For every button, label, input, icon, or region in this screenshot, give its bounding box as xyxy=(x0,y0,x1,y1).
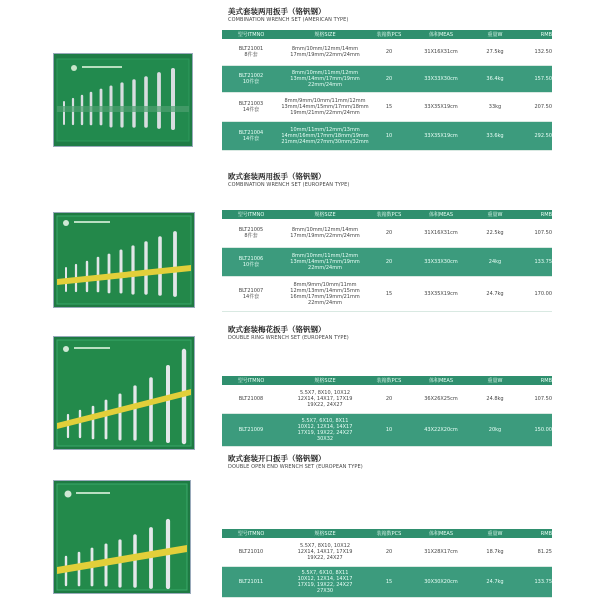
section-title-cn: 欧式套装开口扳手（铬钒钢） xyxy=(228,454,326,463)
header-model: 型号ITMNO xyxy=(237,211,265,218)
set-count: 14件套 xyxy=(242,107,260,113)
set-count: 8件套 xyxy=(244,52,258,58)
set-count: 14件套 xyxy=(242,136,260,142)
header-size: 规格SIZE xyxy=(314,530,336,537)
model-code: BLT21011 xyxy=(238,579,264,585)
wrench-set-photo-european-combination xyxy=(53,212,195,308)
weight-value: 27.5kg xyxy=(486,49,504,55)
model-code: BLT21001 xyxy=(238,46,264,52)
section-title-cn: 美式套装两用扳手（铬钒钢） xyxy=(228,7,326,16)
rmb-value: 170.00 xyxy=(534,291,552,297)
header-rmb: RMB xyxy=(540,530,552,537)
pcs-value: 20 xyxy=(385,49,393,55)
set-count: 8件套 xyxy=(244,233,258,239)
size-list: 5.5X7, 8X10, 10X12 12X14, 14X17, 17X19 19X22, 24X27 xyxy=(297,390,353,408)
size-list: 5.5X7, 8X10, 10X12 12X14, 14X17, 17X19 19X22, 24X27 xyxy=(297,543,353,561)
rmb-value: 133.75 xyxy=(534,259,552,265)
table-row xyxy=(222,277,552,312)
pcs-value: 20 xyxy=(385,396,393,402)
size-list: 5.5X7, 6X10, 8X11 10X12, 12X14, 14X17 17X19, 19X22, 24X27 27X30 xyxy=(297,570,353,594)
model-code: BLT21008 xyxy=(238,396,264,402)
rmb-value: 150.00 xyxy=(534,427,552,433)
section-title-en: DOUBLE OPEN END WRENCH SET (EUROPEAN TYPE) xyxy=(228,464,363,470)
pcs-value: 20 xyxy=(385,76,393,82)
weight-value: 24.8kg xyxy=(486,396,504,402)
pcs-value: 10 xyxy=(385,133,393,139)
section-title-cn: 欧式套装两用扳手（铬钒钢） xyxy=(228,172,326,181)
meas-value: 43X22X20cm xyxy=(424,427,458,433)
meas-value: 33X33X30cm xyxy=(424,76,458,82)
model-code: BLT21002 xyxy=(238,73,264,79)
size-list: 8mm/10mm/11mm/12mm 13mm/14mm/17mm/19mm 22mm/24mm xyxy=(290,70,360,88)
rmb-value: 107.50 xyxy=(534,230,552,236)
weight-value: 24.7kg xyxy=(486,291,504,297)
model-code: BLT21003 xyxy=(238,101,264,107)
size-list: 8mm/9mm/10mm/11mm 12mm/13mm/14mm/15mm 16mm/17mm/19mm/21mm 22mm/24mm xyxy=(290,282,360,306)
table-header xyxy=(222,529,552,538)
header-pcs: 装箱数PCS xyxy=(376,531,402,537)
size-list: 10mm/11mm/12mm/13mm 14mm/16mm/17mm/18mm/19mm 21mm/24mm/27mm/30mm/32mm xyxy=(281,127,369,145)
table-row xyxy=(222,385,552,414)
meas-value: 31X16X31cm xyxy=(424,49,458,55)
size-list: 8mm/10mm/12mm/14mm 17mm/19mm/22mm/24mm xyxy=(290,46,360,58)
header-meas: 体积MEAS xyxy=(428,378,454,384)
model-code: BLT21004 xyxy=(238,130,264,136)
weight-value: 20kg xyxy=(488,427,502,433)
wrench-set-photo-double-ring xyxy=(53,336,195,450)
size-list: 8mm/10mm/12mm/14mm 17mm/19mm/22mm/24mm xyxy=(290,227,360,239)
section-title-en: COMBINATION WRENCH SET (AMERICAN TYPE) xyxy=(228,17,349,23)
spec-table xyxy=(222,210,552,312)
table-row xyxy=(222,39,552,66)
rmb-value: 157.50 xyxy=(534,76,552,82)
size-list: 5.5X7, 6X10, 8X11 10X12, 12X14, 14X17 17X19, 19X22, 24X27 30X32 xyxy=(297,418,353,442)
meas-value: 33X35X19cm xyxy=(424,133,458,139)
section-title-en: DOUBLE RING WRENCH SET (EUROPEAN TYPE) xyxy=(228,335,349,341)
set-count: 10件套 xyxy=(242,79,260,85)
size-list: 8mm/10mm/11mm/12mm 13mm/14mm/17mm/19mm 22mm/24mm xyxy=(290,253,360,271)
rmb-value: 292.50 xyxy=(534,133,552,139)
header-rmb: RMB xyxy=(540,377,552,384)
table-row xyxy=(222,219,552,248)
header-rmb: RMB xyxy=(540,31,552,38)
header-meas: 体积MEAS xyxy=(428,531,454,537)
section-title-en: COMBINATION WRENCH SET (EUROPEAN TYPE) xyxy=(228,182,350,188)
rmb-value: 133.75 xyxy=(534,579,552,585)
model-code: BLT21005 xyxy=(238,227,264,233)
spec-table xyxy=(222,30,552,151)
table-header xyxy=(222,210,552,219)
weight-value: 24.7kg xyxy=(486,579,504,585)
header-model: 型号ITMNO xyxy=(237,31,265,38)
set-count: 10件套 xyxy=(242,262,260,268)
header-size: 规格SIZE xyxy=(314,211,336,218)
weight-value: 18.7kg xyxy=(486,549,504,555)
header-weight: 重量W xyxy=(487,531,503,537)
rmb-value: 81.25 xyxy=(537,549,552,555)
table-header xyxy=(222,376,552,385)
header-weight: 重量W xyxy=(487,32,503,38)
weight-value: 36.4kg xyxy=(486,76,504,82)
weight-value: 24kg xyxy=(488,259,502,265)
model-code: BLT21007 xyxy=(238,288,264,294)
model-code: BLT21009 xyxy=(238,427,264,433)
model-code: BLT21010 xyxy=(238,549,264,555)
header-model: 型号ITMNO xyxy=(237,530,265,537)
meas-value: 30X30X20cm xyxy=(424,579,458,585)
pcs-value: 15 xyxy=(385,291,393,297)
model-code: BLT21006 xyxy=(238,256,264,262)
rmb-value: 107.50 xyxy=(534,396,552,402)
header-pcs: 装箱数PCS xyxy=(376,32,402,38)
header-rmb: RMB xyxy=(540,211,552,218)
weight-value: 33.6kg xyxy=(486,133,504,139)
pcs-value: 15 xyxy=(385,104,393,110)
meas-value: 31X16X31cm xyxy=(424,230,458,236)
rmb-value: 132.50 xyxy=(534,49,552,55)
table-row xyxy=(222,567,552,598)
table-row xyxy=(222,66,552,93)
meas-value: 33X35X19cm xyxy=(424,104,458,110)
table-row xyxy=(222,122,552,151)
header-pcs: 装箱数PCS xyxy=(376,378,402,384)
header-model: 型号ITMNO xyxy=(237,377,265,384)
spec-table xyxy=(222,376,552,447)
header-size: 规格SIZE xyxy=(314,31,336,38)
spec-table xyxy=(222,529,552,598)
pcs-value: 20 xyxy=(385,549,393,555)
size-list: 8mm/9mm/10mm/11mm/12mm 13mm/14mm/15mm/17mm/18mm 19mm/21mm/22mm/24mm xyxy=(281,98,369,116)
header-pcs: 装箱数PCS xyxy=(376,212,402,218)
wrench-set-photo-double-open-end xyxy=(53,480,191,594)
weight-value: 33kg xyxy=(488,104,502,110)
meas-value: 33X35X19cm xyxy=(424,291,458,297)
set-count: 14件套 xyxy=(242,294,260,300)
header-meas: 体积MEAS xyxy=(428,212,454,218)
section-title-cn: 欧式套装梅花扳手（铬钒钢） xyxy=(228,325,326,334)
pcs-value: 20 xyxy=(385,230,393,236)
table-row xyxy=(222,538,552,567)
table-header xyxy=(222,30,552,39)
meas-value: 33X33X30cm xyxy=(424,259,458,265)
table-row xyxy=(222,248,552,277)
header-weight: 重量W xyxy=(487,378,503,384)
weight-value: 22.5kg xyxy=(486,230,504,236)
wrench-set-photo-american xyxy=(53,53,193,147)
meas-value: 31X28X17cm xyxy=(424,549,458,555)
table-row xyxy=(222,414,552,447)
pcs-value: 10 xyxy=(385,427,393,433)
header-meas: 体积MEAS xyxy=(428,32,454,38)
pcs-value: 15 xyxy=(385,579,393,585)
table-row xyxy=(222,93,552,122)
pcs-value: 20 xyxy=(385,259,393,265)
header-weight: 重量W xyxy=(487,212,503,218)
rmb-value: 207.50 xyxy=(534,104,552,110)
header-size: 规格SIZE xyxy=(314,377,336,384)
meas-value: 36X26X25cm xyxy=(424,396,458,402)
